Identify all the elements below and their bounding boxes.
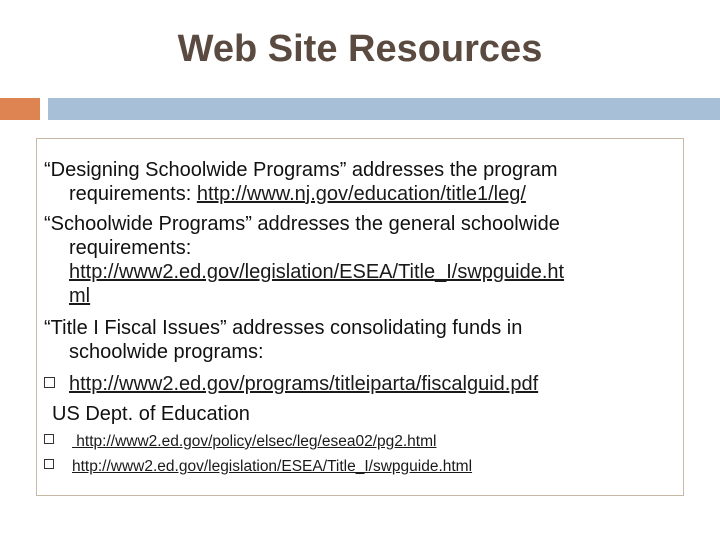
page-title: Web Site Resources	[177, 28, 543, 70]
resource-link-fiscalguid[interactable]: http://www2.ed.gov/programs/titleiparta/fiscalguid.pdf	[69, 373, 539, 395]
bullet-icon	[44, 459, 54, 469]
resource-item-3-link-row	[44, 372, 672, 396]
resource-item-2-link-wrap2	[44, 284, 672, 308]
resource-item-3-line2: schoolwide programs:	[69, 341, 264, 363]
sub-link-row-1	[44, 432, 672, 452]
accent-bar-orange	[0, 98, 40, 120]
sub-link-row-2	[44, 457, 672, 477]
resource-item-1-line2	[44, 182, 672, 206]
resource-item-1-line1: “Designing Schoolwide Programs” addresses the program	[44, 159, 558, 181]
section-label: US Dept. of Education	[52, 403, 250, 425]
resource-link-esea02[interactable]: http://www2.ed.gov/policy/elsec/leg/esea02/pg2.html	[72, 433, 437, 450]
resource-link-swpguide-cont[interactable]: ml	[69, 285, 91, 307]
bullet-icon	[44, 377, 55, 388]
bullet-icon	[44, 434, 54, 444]
resource-link-swpguide-2[interactable]: http://www2.ed.gov/legislation/ESEA/Title_I/swpguide.html	[72, 458, 473, 475]
resource-item-2-line2: requirements:	[69, 237, 192, 259]
resource-link-nj-title1[interactable]: http://www.nj.gov/education/title1/leg/	[196, 183, 526, 205]
resource-item-2-line1: “Schoolwide Programs” addresses the general schoolwide	[44, 213, 560, 235]
resource-link-swpguide[interactable]: http://www2.ed.gov/legislation/ESEA/Title_I/swpguide.ht	[69, 261, 565, 283]
resource-item-3-line1: “Title I Fiscal Issues” addresses consolidating funds in	[44, 317, 523, 339]
accent-bar-blue	[48, 98, 720, 120]
resource-item-1-label: requirements:	[69, 183, 197, 205]
resource-item-2-link-wrap	[44, 260, 672, 284]
